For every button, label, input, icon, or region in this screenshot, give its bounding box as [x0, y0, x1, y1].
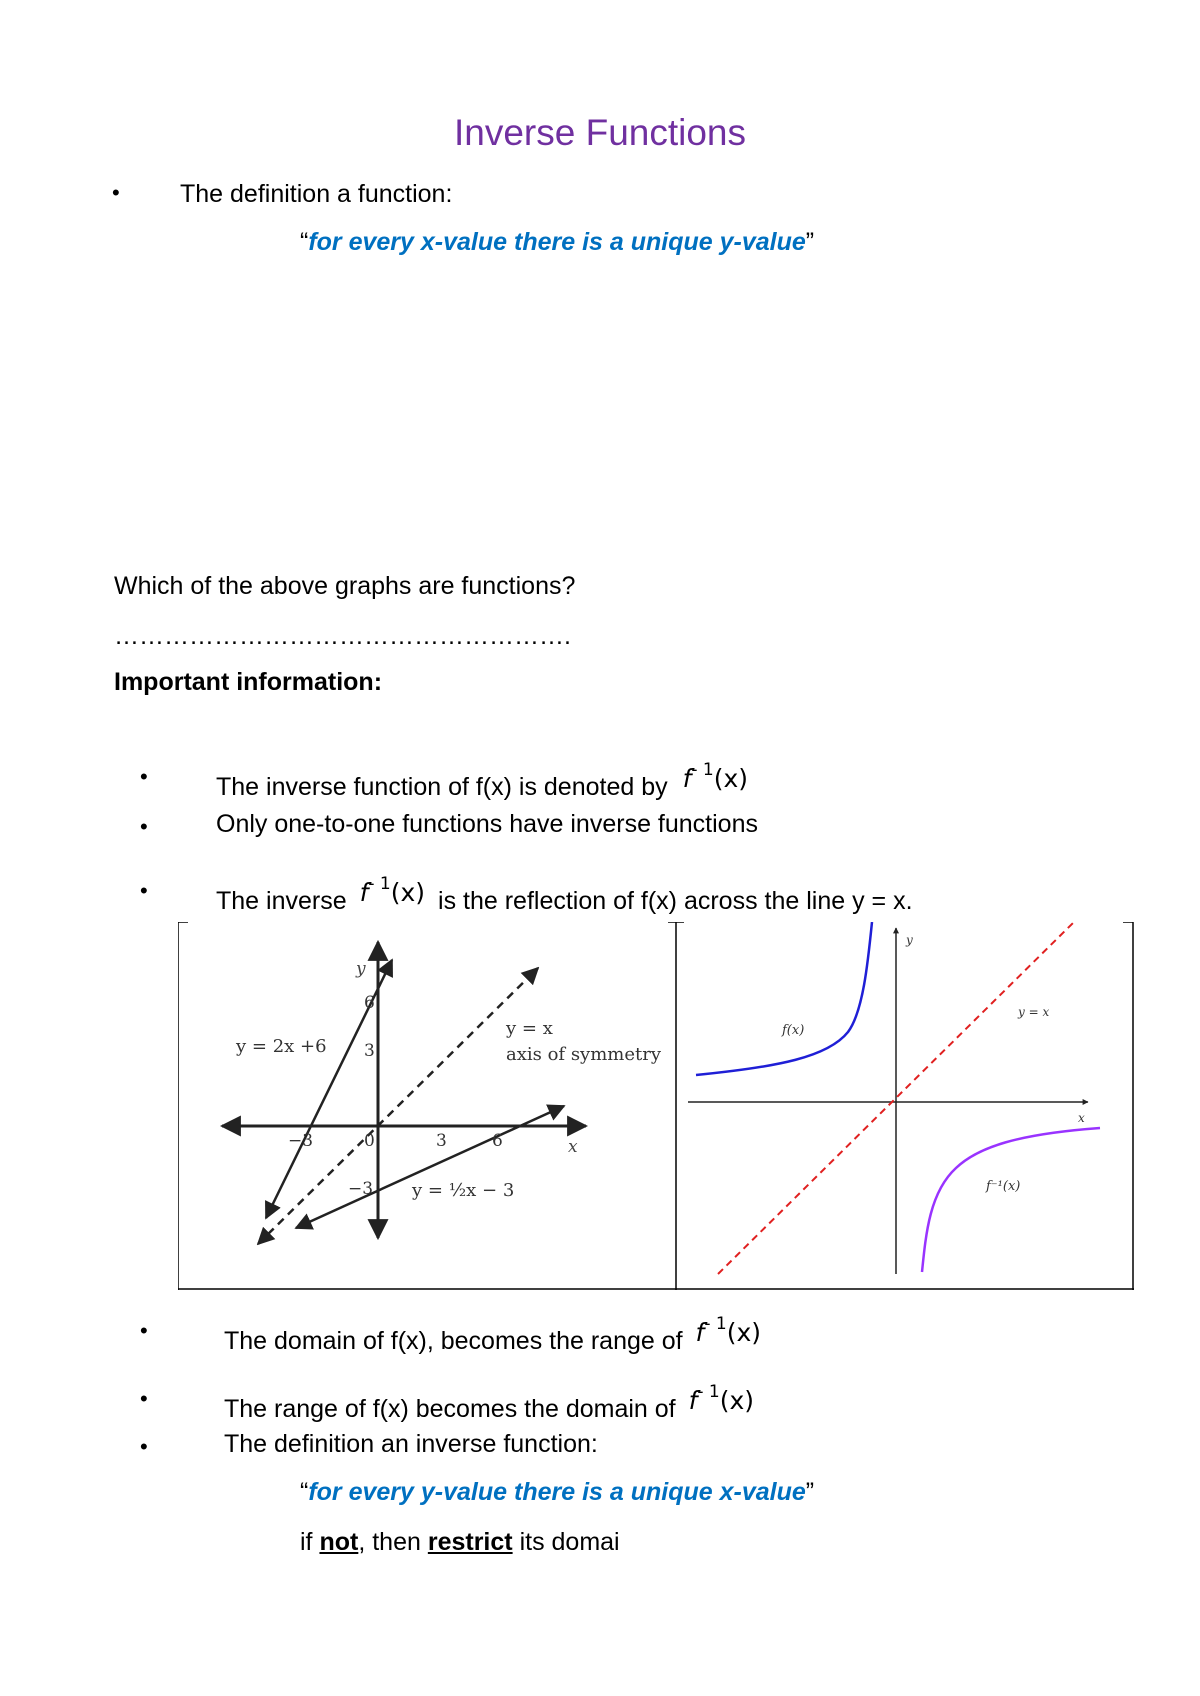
graphs-svg — [178, 922, 1134, 1290]
bullet-one-to-one: Only one-to-one functions have inverse functions — [216, 810, 758, 838]
function-definition-lead: The definition a function: — [180, 180, 453, 208]
bullet-reflection: The inverse $f^{- 1}(x)$ is the reflection of f(x) across the line y = x. — [216, 874, 913, 915]
page-title: Inverse Functions — [453, 112, 747, 153]
tick-6-x: 6 — [492, 1131, 503, 1151]
tick-0: 0 — [364, 1131, 375, 1151]
finv-notation: $f^{- 1}(x)$ — [682, 760, 749, 793]
right-graph — [688, 922, 1100, 1274]
bullet-marker: • — [140, 814, 148, 839]
label-line-2x-plus-6: y = 2x +6 — [236, 1036, 327, 1057]
question-text: Which of the above graphs are functions? — [114, 572, 576, 600]
label-axis-of-symmetry: axis of symmetry — [506, 1044, 662, 1065]
answer-dots: ………………………………………………. — [114, 622, 571, 650]
function-definition-quote: “for every x-value there is a unique y-value” — [300, 228, 815, 256]
label-f-of-x: f(x) — [782, 1023, 805, 1038]
left-x-label: x — [568, 1137, 578, 1157]
bullet-marker: • — [140, 1434, 148, 1459]
finv-curve — [922, 1128, 1100, 1272]
line-half-x-minus-3 — [296, 1106, 564, 1228]
bullet-marker: • — [140, 878, 148, 903]
tick-6-y: 6 — [364, 993, 375, 1013]
tick-3-y: 3 — [364, 1041, 375, 1061]
label-line-half-x-minus-3: y = ½x − 3 — [412, 1180, 515, 1201]
f-curve — [696, 922, 872, 1075]
bullet-marker: • — [140, 1318, 148, 1343]
tick-neg3-x: −3 — [288, 1131, 314, 1151]
left-y-label: y — [356, 959, 366, 979]
label-finv-of-x: f⁻¹(x) — [986, 1179, 1021, 1194]
left-graph — [222, 942, 662, 1244]
inverse-definition-quote: “for every y-value there is a unique x-value” — [300, 1478, 815, 1506]
line-y-equals-x — [258, 968, 538, 1244]
finv-notation: $f^{- 1}(x)$ — [688, 1382, 755, 1415]
bullet-domain-to-range: The domain of f(x), becomes the range of $f^{- 1}(x)$ — [224, 1314, 762, 1355]
bullet-range-to-domain: The range of f(x) becomes the domain of $f^{- 1}(x)$ — [224, 1382, 755, 1423]
bullet-inverse-definition: The definition an inverse function: — [224, 1430, 598, 1458]
graphs-frame — [178, 922, 1134, 1290]
bullet-marker: • — [140, 1386, 148, 1411]
important-heading: Important information: — [114, 668, 383, 696]
finv-notation: $f^{- 1}(x)$ — [695, 1314, 762, 1347]
label-y-equals-x: y = x — [506, 1018, 553, 1039]
bullet-inverse-notation: The inverse function of f(x) is denoted by $f^{- 1}(x)$ — [216, 760, 749, 801]
right-x-label: x — [1078, 1111, 1085, 1125]
right-y-label: y — [906, 933, 913, 947]
bullet-marker: • — [140, 764, 148, 789]
tick-3-x: 3 — [436, 1131, 447, 1151]
label-right-y-equals-x: y = x — [1018, 1005, 1050, 1019]
bullet-marker: • — [112, 180, 120, 205]
restrict-domain-note: if not, then restrict its domai — [300, 1528, 620, 1556]
finv-notation: $f^{- 1}(x)$ — [359, 874, 426, 907]
tick-neg3-y: −3 — [348, 1179, 374, 1199]
